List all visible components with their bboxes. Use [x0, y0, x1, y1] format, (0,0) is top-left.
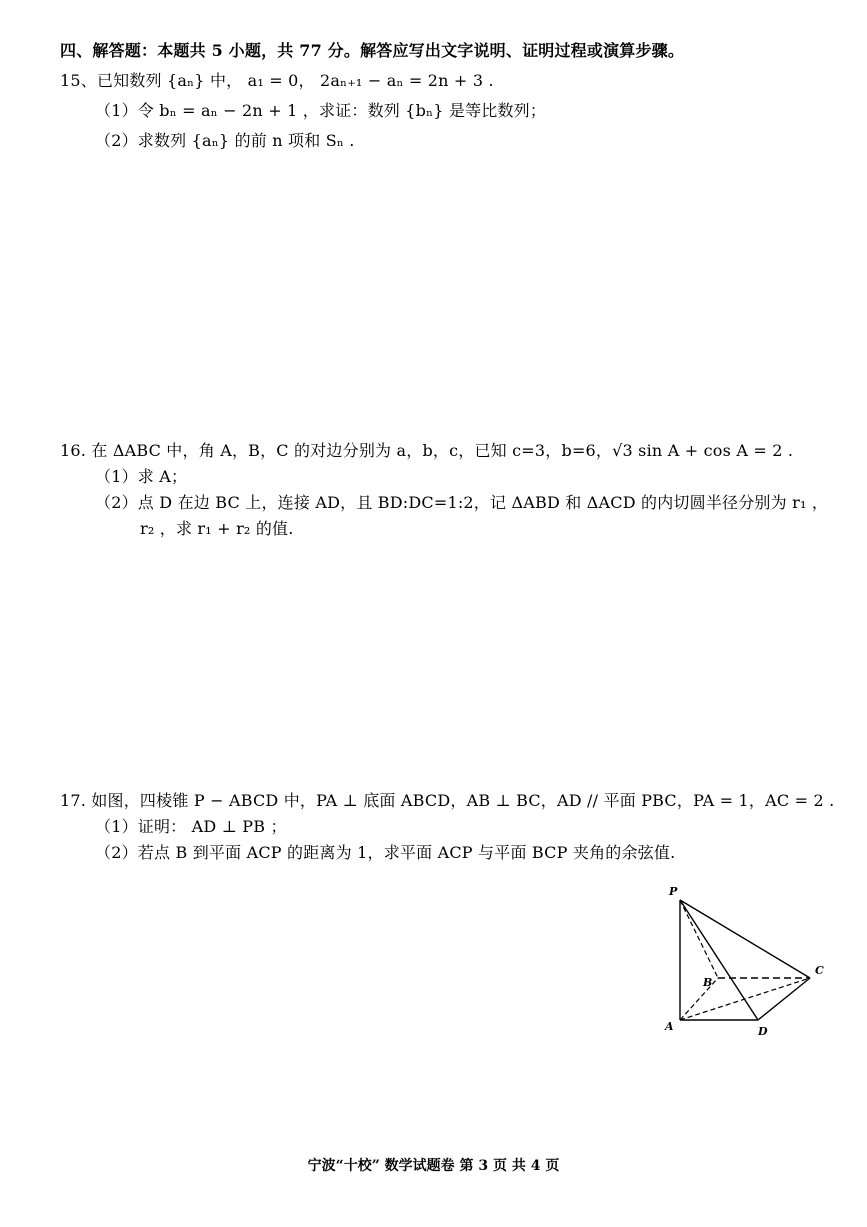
section-heading: 四、解答题：本题共 5 小题，共 77 分。解答应写出文字说明、证明过程或演算步骤。 [60, 41, 685, 60]
label-C: C [815, 964, 824, 977]
label-A: A [665, 1020, 674, 1033]
edge-DC [758, 978, 810, 1020]
q15-stem: 15、已知数列 {aₙ} 中， a₁ = 0， 2aₙ₊₁ − aₙ = 2n + 3 . [60, 71, 494, 90]
q17-stem: 17. 如图，四棱锥 P − ABCD 中，PA ⊥ 底面 ABCD，AB ⊥ BC，AD // 平面 PBC，PA = 1，AC = 2 . [60, 791, 835, 810]
label-B: B [703, 976, 713, 989]
q15-part2: （2）求数列 {aₙ} 的前 n 项和 Sₙ . [95, 131, 355, 150]
q16-part2-line2: r₂ ，求 r₁ + r₂ 的值. [140, 519, 294, 538]
pyramid-figure [660, 880, 835, 1040]
q15-part1: （1）令 bₙ = aₙ − 2n + 1 ，求证：数列 {bₙ} 是等比数列； [95, 101, 547, 120]
label-D: D [758, 1025, 768, 1038]
q16-part2-line1: （2）点 D 在边 BC 上，连接 AD，且 BD:DC=1:2，记 ΔABD 和 ΔACD 的内切圆半径分别为 r₁ ， [95, 493, 829, 512]
q17-part1: （1）证明： AD ⊥ PB ； [95, 817, 287, 836]
q17-part2: （2）若点 B 到平面 ACP 的距离为 1，求平面 ACP 与平面 BCP 夹角的余弦值. [95, 843, 676, 862]
q16-part1: （1）求 A； [95, 467, 188, 486]
edge-PD [680, 900, 758, 1020]
label-P: P [669, 885, 678, 898]
q16-stem: 16. 在 ΔABC 中，角 A，B，C 的对边分别为 a，b，c，已知 c=3，b=6，√3 sin A + cos A = 2 . [60, 441, 794, 460]
page-footer: 宁波“十校” 数学试题卷 第 3 页 共 4 页 [307, 1158, 560, 1174]
